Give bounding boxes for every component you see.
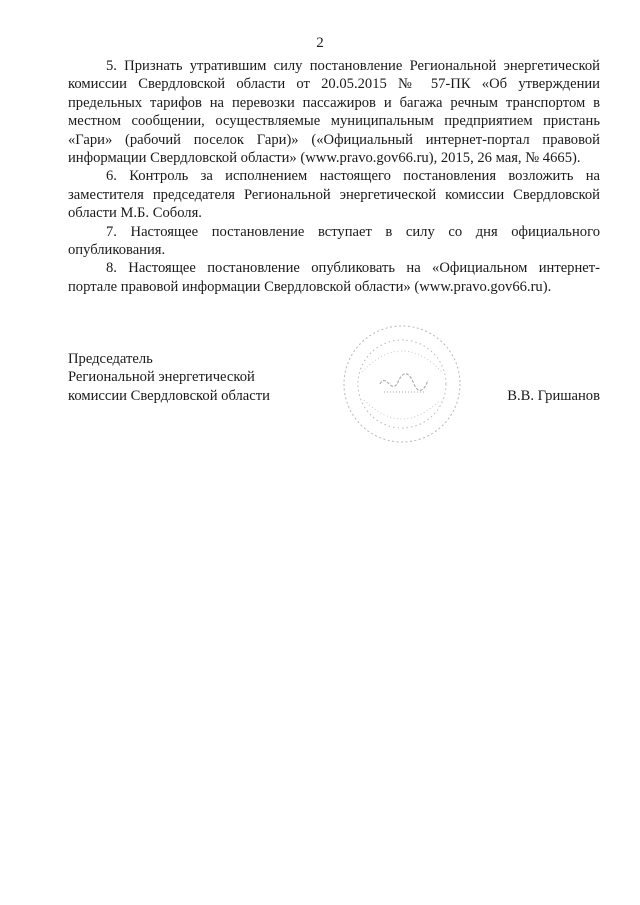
paragraph-7: 7. Настоящее постановление вступает в силу со дня официального опубликования. [68,223,600,259]
page-number: 2 [316,35,324,51]
signatory-title-line: комиссии Свердловской области [68,387,270,404]
document-body [68,57,600,296]
paragraph-6: 6. Контроль за исполнением настоящего постановления возложить на заместителя председателя Региональной энергетической комиссии Свердловской области М.Б. Соболя. [68,168,600,222]
signature-block [68,350,600,410]
paragraph-5: 5. Признать утратившим силу постановление Региональной энергетической комиссии Свердловской области от 20.05.2015 № 57-ПК «Об утверждении предельных тарифов на перевозки пассажиров и багажа речным транспортом в местном сообщении, осуществляемые муниципальным предприятием пристань «Гари» (рабочий поселок Гари)» («Официальный интернет-портал правовой информации Свердловской области» (www.pravo.gov66.ru), 2015, 26 мая, № 4665). [68,58,600,167]
signatory-title [68,350,328,405]
paragraph-8: 8. Настоящее постановление опубликовать на «Официальном интернет-портале правовой информации Свердловской области» (www.pravo.gov66.ru). [68,260,600,295]
signatory-title-line: Региональной энергетической [68,369,255,386]
signatory-title-line: Председатель [68,351,153,367]
signatory-name: В.В. Гришанов [507,387,600,404]
